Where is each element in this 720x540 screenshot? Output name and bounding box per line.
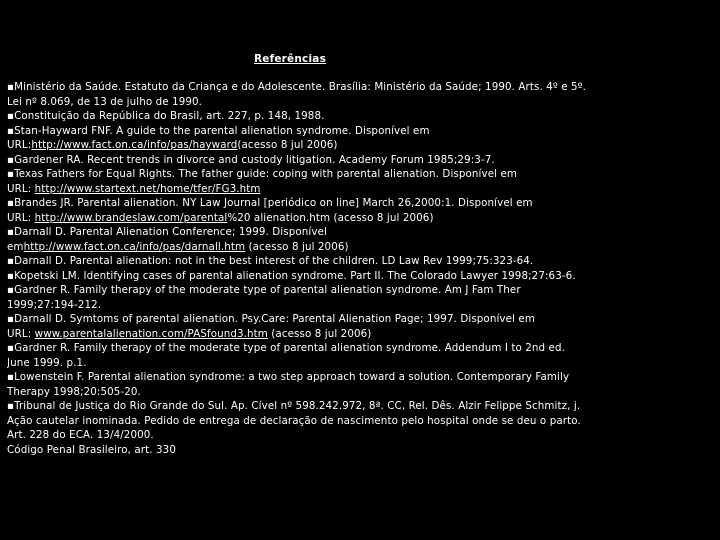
reference-text: Lei nº 8.069, de 13 de julho de 1990. xyxy=(7,95,203,108)
reference-text: Therapy 1998;20:505-20. xyxy=(7,385,141,398)
reference-link[interactable]: http://www.brandeslaw.com/parental xyxy=(34,211,228,224)
reference-text: ▪Lowenstein F. Parental alienation syndrome: a two step approach toward a solution. Contemporary Family xyxy=(7,371,570,383)
reference-line xyxy=(7,196,713,211)
reference-text: (acesso 8 jul 2006) xyxy=(245,240,349,253)
reference-text: URL: xyxy=(7,211,35,224)
references-list xyxy=(7,80,713,457)
reference-text: ▪Brandes JR. Parental alienation. NY Law Journal [periódico on line] March 26,2000:1. Disponível em xyxy=(7,197,533,209)
reference-text: ▪Darnall D. Parental alienation: not in the best interest of the children. LD Law Rev 1999;75:323-64. xyxy=(7,255,534,267)
reference-text: ▪Ministério da Saúde. Estatuto da Criança e do Adolescente. Brasília: Ministério da Saúde; 1990. Arts. 4º e 5º. xyxy=(7,81,586,93)
reference-line xyxy=(7,182,713,197)
reference-text: ▪Tribunal de Justiça do Rio Grande do Sul. Ap. Cível nº 598.242.972, 8ª. CC, Rel. Dês. Alzir Felippe Schmitz, j. xyxy=(7,400,581,412)
reference-link[interactable]: http://www.fact.on.ca/info/pas/hayward xyxy=(31,139,238,151)
reference-line xyxy=(7,312,713,327)
reference-line xyxy=(7,254,713,269)
reference-text: URL: xyxy=(7,327,35,340)
reference-text: %20 alienation.htm (acesso 8 jul 2006) xyxy=(227,211,434,224)
reference-text: June 1999. p.1. xyxy=(7,356,87,369)
page-title: Referências xyxy=(253,53,327,65)
reference-text: ▪Gardner R. Family therapy of the moderate type of parental alienation syndrome. Am J Fam Ther xyxy=(7,284,521,296)
reference-line xyxy=(7,153,713,168)
reference-text: Ação cautelar inominada. Pedido de entrega de declaração de nascimento pelo hospital onde se deu o parto. xyxy=(7,414,581,427)
reference-line xyxy=(7,167,713,182)
reference-text: ▪Gardner R. Family therapy of the moderate type of parental alienation syndrome. Addendum I to 2nd ed. xyxy=(7,342,565,354)
reference-line xyxy=(7,385,713,400)
reference-text: (acesso 8 jul 2006) xyxy=(267,327,372,340)
reference-text: ▪Kopetski LM. Identifying cases of parental alienation syndrome. Part II. The Colorado Lawyer 1998;27:63-6. xyxy=(7,269,576,282)
reference-text: Art. 228 do ECA. 13/4/2000. xyxy=(7,429,154,441)
reference-line xyxy=(7,341,713,356)
reference-text: ▪Gardener RA. Recent trends in divorce and custody litigation. Academy Forum 1985;29:3-7. xyxy=(7,153,495,166)
reference-line xyxy=(7,428,713,443)
reference-line xyxy=(7,414,713,429)
reference-line xyxy=(7,240,713,255)
reference-line xyxy=(7,399,713,414)
reference-text: (acesso 8 jul 2006) xyxy=(237,139,338,151)
reference-text: ▪Darnall D. Parental Alienation Conference; 1999. Disponível xyxy=(7,226,327,238)
reference-line xyxy=(7,211,713,226)
reference-text: URL: xyxy=(7,139,32,151)
reference-line xyxy=(7,95,713,110)
reference-text: ▪Stan-Hayward FNF. A guide to the parental alienation syndrome. Disponível em xyxy=(7,124,430,137)
reference-line xyxy=(7,80,713,95)
reference-line xyxy=(7,225,713,240)
reference-link[interactable]: http://www.fact.on.ca/info/pas/darnall.htm xyxy=(23,240,246,253)
reference-line xyxy=(7,298,713,313)
reference-text: Código Penal Brasileiro, art. 330 xyxy=(7,443,176,456)
reference-line xyxy=(7,356,713,371)
reference-line xyxy=(7,109,713,124)
reference-text: URL: xyxy=(7,182,35,195)
reference-text: ▪Darnall D. Symtoms of parental alienation. Psy.Care: Parental Alienation Page; 1997. Disponível em xyxy=(7,313,535,325)
reference-line xyxy=(7,138,713,153)
reference-text: ▪Constituição da República do Brasil, art. 227, p. 148, 1988. xyxy=(7,110,325,122)
reference-text: 1999;27:194-212. xyxy=(7,298,102,311)
reference-line xyxy=(7,124,713,139)
reference-link[interactable]: http://www.startext.net/home/tfer/FG3.htm xyxy=(34,182,261,195)
reference-line xyxy=(7,370,713,385)
reference-text: ▪Texas Fathers for Equal Rights. The father guide: coping with parental alienation. Disponível em xyxy=(7,168,518,180)
reference-link[interactable]: www.parentalalienation.com/PASfound3.htm xyxy=(34,327,268,340)
reference-line xyxy=(7,283,713,298)
reference-line xyxy=(7,443,713,458)
reference-line xyxy=(7,269,713,284)
reference-text: em xyxy=(7,240,24,253)
reference-line xyxy=(7,327,713,342)
